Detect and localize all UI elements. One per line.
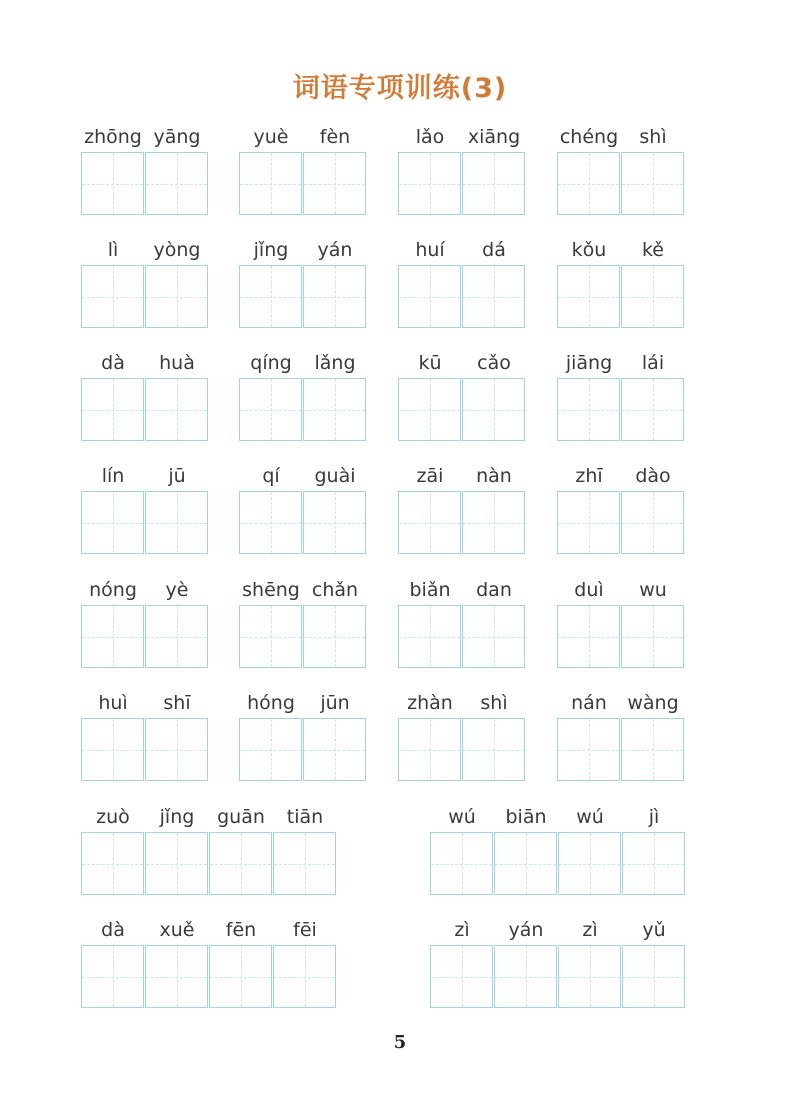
pinyin-syllable: nán [571,692,607,714]
pinyin-syllable: jiāng [565,352,613,374]
writing-cell[interactable] [557,378,620,441]
writing-cell[interactable] [239,491,302,554]
writing-cell[interactable] [398,718,461,781]
pinyin-syllable: lǎng [314,352,356,374]
pinyin-syllable: wú [448,806,476,828]
pinyin-syllable: jū [168,465,186,487]
writing-grid [557,265,684,328]
pinyin-line [557,577,685,603]
pinyin-line [81,124,209,150]
pinyin-line [398,690,526,716]
word-item [81,690,209,716]
writing-cell[interactable] [557,265,620,328]
pinyin-syllable: zāi [416,465,444,487]
pinyin-syllable: chǎn [311,579,359,601]
pinyin-line [557,690,685,716]
writing-grid [239,152,366,215]
pinyin-syllable: zhōng [84,126,142,148]
pinyin-syllable: yòng [153,239,201,261]
pinyin-syllable: zhàn [407,692,453,714]
word-item [557,124,685,150]
writing-cell[interactable] [557,152,620,215]
pinyin-line [557,350,685,376]
writing-cell[interactable] [81,152,144,215]
writing-cell[interactable] [239,605,302,668]
writing-grid [398,265,525,328]
writing-cell[interactable] [209,945,272,1008]
pinyin-line [239,690,367,716]
writing-grid [81,152,208,215]
writing-cell[interactable] [621,718,684,781]
pinyin-line [557,463,685,489]
pinyin-syllable: hóng [247,692,295,714]
writing-grid [239,378,366,441]
writing-cell[interactable] [145,832,208,895]
writing-cell[interactable] [239,378,302,441]
worksheet-title: 词语专项训练(3) [292,73,508,104]
writing-cell[interactable] [303,378,366,441]
word-item [398,577,526,603]
pinyin-syllable: cǎo [477,352,511,374]
pinyin-syllable: duì [574,579,604,601]
pinyin-syllable: chéng [559,126,619,148]
pinyin-syllable: kū [418,352,442,374]
pinyin-line [239,237,367,263]
pinyin-syllable: lái [641,352,665,374]
writing-cell[interactable] [239,265,302,328]
pinyin-line [239,577,367,603]
word-item [557,237,685,263]
word-item [430,917,686,943]
writing-cell[interactable] [462,491,525,554]
pinyin-syllable: dào [635,465,671,487]
writing-cell[interactable] [81,265,144,328]
pinyin-line [398,463,526,489]
pinyin-line [81,690,209,716]
writing-grid [557,718,684,781]
writing-grid [398,718,525,781]
writing-cell[interactable] [81,378,144,441]
writing-grid [398,491,525,554]
pinyin-syllable: wú [576,806,604,828]
writing-grid [557,378,684,441]
writing-cell[interactable] [81,605,144,668]
pinyin-syllable: biān [505,806,547,828]
writing-grid [557,605,684,668]
word-item [239,350,367,376]
word-item [81,237,209,263]
word-item [557,690,685,716]
pinyin-syllable: jì [648,806,660,828]
pinyin-syllable: shì [639,126,667,148]
pinyin-syllable: kě [641,239,664,261]
writing-grid [81,718,208,781]
writing-grid [239,491,366,554]
writing-cell[interactable] [558,832,621,895]
writing-cell[interactable] [81,718,144,781]
writing-cell[interactable] [494,832,557,895]
pinyin-syllable: yāng [153,126,201,148]
word-item [239,577,367,603]
writing-cell[interactable] [239,152,302,215]
word-item [557,577,685,603]
pinyin-syllable: jūn [320,692,350,714]
pinyin-syllable: qíng [250,352,292,374]
pinyin-syllable: fèn [319,126,351,148]
writing-grid [239,265,366,328]
writing-grid [398,152,525,215]
pinyin-syllable: lǎo [415,126,445,148]
pinyin-syllable: qí [262,465,280,487]
pinyin-syllable: zì [582,919,598,941]
pinyin-syllable: huà [159,352,195,374]
word-item [81,350,209,376]
pinyin-syllable: tiān [286,806,324,828]
word-item [430,804,686,830]
pinyin-syllable: zuò [96,806,130,828]
writing-cell[interactable] [303,605,366,668]
pinyin-syllable: dà [101,352,125,374]
writing-cell[interactable] [621,491,684,554]
writing-cell[interactable] [273,832,336,895]
pinyin-syllable: guài [314,465,356,487]
pinyin-syllable: dá [482,239,506,261]
writing-cell[interactable] [621,378,684,441]
writing-cell[interactable] [557,605,620,668]
writing-cell[interactable] [81,945,144,1008]
pinyin-syllable: fēi [293,919,317,941]
writing-grid [239,605,366,668]
pinyin-line [81,237,209,263]
pinyin-line [398,237,526,263]
pinyin-syllable: shēng [242,579,300,601]
pinyin-syllable: lì [107,239,119,261]
pinyin-syllable: yuè [253,126,289,148]
word-item [398,124,526,150]
writing-grid [398,605,525,668]
writing-cell[interactable] [430,832,493,895]
pinyin-line [239,463,367,489]
writing-cell[interactable] [239,718,302,781]
pinyin-line [398,577,526,603]
writing-cell[interactable] [430,945,493,1008]
writing-cell[interactable] [273,945,336,1008]
pinyin-syllable: yán [508,919,544,941]
writing-cell[interactable] [622,945,685,1008]
pinyin-syllable: xiāng [467,126,521,148]
writing-cell[interactable] [398,491,461,554]
pinyin-line [239,350,367,376]
writing-grid [557,152,684,215]
word-item [557,463,685,489]
writing-grid [557,491,684,554]
word-item [239,463,367,489]
word-item [81,124,209,150]
word-item [81,917,337,943]
writing-cell[interactable] [303,265,366,328]
pinyin-line [430,917,686,943]
pinyin-line [239,124,367,150]
writing-grid [430,832,685,895]
pinyin-syllable: kǒu [571,239,607,261]
writing-cell[interactable] [145,378,208,441]
writing-cell[interactable] [145,491,208,554]
writing-cell[interactable] [398,265,461,328]
writing-cell[interactable] [398,605,461,668]
pinyin-syllable: shì [480,692,508,714]
writing-cell[interactable] [558,945,621,1008]
pinyin-syllable: biǎn [409,579,451,601]
word-item [398,690,526,716]
pinyin-syllable: huí [415,239,445,261]
writing-cell[interactable] [398,152,461,215]
writing-cell[interactable] [621,265,684,328]
pinyin-line [81,917,337,943]
pinyin-line [430,804,686,830]
pinyin-line [557,124,685,150]
pinyin-syllable: wu [639,579,667,601]
pinyin-syllable: yè [165,579,189,601]
pinyin-line [81,463,209,489]
writing-cell[interactable] [145,265,208,328]
word-item [81,463,209,489]
writing-grid [81,605,208,668]
writing-grid [81,378,208,441]
pinyin-line [398,124,526,150]
pinyin-line [81,350,209,376]
pinyin-syllable: dà [101,919,125,941]
writing-grid [398,378,525,441]
writing-grid [81,265,208,328]
writing-cell[interactable] [462,605,525,668]
writing-cell[interactable] [494,945,557,1008]
writing-cell[interactable] [398,378,461,441]
pinyin-syllable: nàn [476,465,512,487]
pinyin-line [398,350,526,376]
word-item [239,690,367,716]
pinyin-line [81,804,337,830]
writing-cell[interactable] [303,491,366,554]
word-item [557,350,685,376]
pinyin-syllable: wàng [627,692,679,714]
pinyin-syllable: zì [454,919,470,941]
word-item [239,124,367,150]
pinyin-syllable: lín [101,465,125,487]
writing-cell[interactable] [81,832,144,895]
writing-cell[interactable] [209,832,272,895]
writing-cell[interactable] [145,945,208,1008]
writing-grid [81,832,336,895]
pinyin-line [557,237,685,263]
pinyin-syllable: yán [317,239,353,261]
writing-grid [430,945,685,1008]
word-item [81,577,209,603]
pinyin-syllable: xuě [159,919,195,941]
pinyin-line [81,577,209,603]
pinyin-syllable: nóng [89,579,137,601]
pinyin-syllable: shī [163,692,191,714]
writing-cell[interactable] [81,491,144,554]
pinyin-syllable: huì [98,692,128,714]
writing-grid [239,718,366,781]
word-item [398,463,526,489]
writing-cell[interactable] [621,152,684,215]
word-item [398,237,526,263]
pinyin-syllable: yǔ [642,919,666,941]
writing-grid [81,945,336,1008]
word-item [398,350,526,376]
writing-cell[interactable] [462,265,525,328]
writing-grid [81,491,208,554]
pinyin-syllable: fēn [225,919,257,941]
writing-cell[interactable] [462,152,525,215]
pinyin-syllable: dan [476,579,512,601]
pinyin-syllable: zhī [575,465,603,487]
pinyin-syllable: guān [217,806,265,828]
writing-cell[interactable] [145,152,208,215]
writing-cell[interactable] [462,718,525,781]
writing-cell[interactable] [557,491,620,554]
writing-cell[interactable] [622,832,685,895]
writing-cell[interactable] [145,605,208,668]
writing-cell[interactable] [557,718,620,781]
writing-cell[interactable] [462,378,525,441]
page-number: 5 [393,1032,407,1053]
writing-cell[interactable] [303,152,366,215]
word-item [81,804,337,830]
word-item [239,237,367,263]
writing-cell[interactable] [303,718,366,781]
pinyin-syllable: jǐng [253,239,289,261]
writing-cell[interactable] [621,605,684,668]
pinyin-syllable: jǐng [159,806,195,828]
writing-cell[interactable] [145,718,208,781]
